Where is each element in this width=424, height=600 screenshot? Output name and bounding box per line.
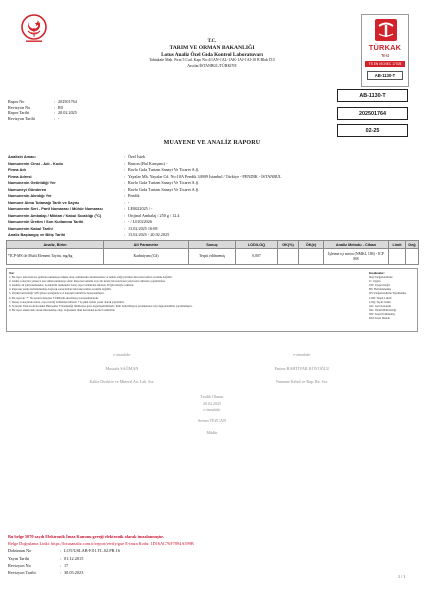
note-item: 9. Bu rapor elektronik olarak imzalanmış olup, doğrulama linki üzerinden kontrol edilebilir.: [9, 307, 116, 312]
abbreviations-list: [369, 271, 417, 320]
abbreviation-item: DY: Değerlendirme Yapılmamış: [369, 291, 407, 296]
abbreviation-item: GK: Geri Kazanım: [369, 303, 391, 308]
field-value: Yayalar Mh. Yayalar Cd. No:10A Pendik 34909 İstanbul / Türkiye - PENDİK - İSTANBUL: [128, 173, 282, 179]
doc-meta-revision-date: [8, 569, 194, 576]
field-separator: :: [124, 219, 126, 224]
field-label: Firma Adresi: [8, 173, 32, 179]
meta-value: 20.02.2025: [58, 110, 77, 116]
doc-meta-publish-date: [8, 555, 194, 562]
column-header-parameter: Alt Parametre: [104, 241, 189, 249]
signatory-title: Müdür: [206, 430, 218, 435]
column-header-lod-loq: LOD/LOQ: [236, 241, 278, 249]
laboratory-address-line-2: Avcılar/İSTANBUL/TÜRKİYE: [187, 63, 237, 68]
meta-separator: :: [54, 99, 56, 104]
field-separator: :: [124, 206, 126, 211]
abbreviation-item: LOQ: Tayin Limiti: [369, 299, 391, 304]
field-separator: :: [124, 186, 126, 192]
field-label: Numunenin Seri - Parti Numarası / Mühür Numarası: [8, 206, 103, 211]
cell-recovery: [278, 249, 299, 265]
sample-info-fields: [8, 154, 418, 239]
signatory-name: Sevim TEZCAN: [197, 418, 227, 423]
report-number-box: 202501764: [337, 107, 408, 120]
field-value: Pendik: [128, 193, 140, 198]
meta-revision-date: [8, 116, 77, 122]
doc-meta-separator: :: [60, 555, 62, 561]
cell-analysis: *ICP-MS ile Multi Element Tayini, mg/kg: [7, 249, 104, 265]
laboratory-name: Lotus Analiz Özel Gıda Kontrol Laboratuvarı: [161, 51, 263, 58]
signatory-name: Emine BAHTİYAR KÖYOĞLU: [274, 366, 330, 371]
abbreviation-item: ÖK: Ölçüm Belirsizliği: [369, 307, 397, 312]
field-value: Baston (Bal Karışımı) -: [128, 160, 168, 166]
doc-meta-value: LOT/USLAB-F.01.TL.02.PR.16: [64, 548, 120, 554]
meta-value: 202501764: [58, 99, 77, 104]
field-value: 13.02.2025 - 20.02.2025: [128, 232, 170, 237]
table-row: [7, 249, 419, 265]
note-item: 2. Analiz sonuçları yalnızca test edilen numuneye aittir. Raporun tamamı veya bir kısmı laboratuvarın yazılı izni olmadan çoğaltılamaz.: [9, 279, 166, 284]
field-separator: :: [124, 212, 126, 218]
field-value: LE0022025 / -: [128, 206, 153, 211]
letterhead: [62, 39, 362, 69]
approval-date: 20.02.2025: [203, 401, 221, 406]
results-header-row: [7, 241, 419, 249]
field-label: Numunenin Cinsi - Adı - Kodu: [8, 160, 63, 166]
laboratory-address-line-1: Tahtakale Mah. Fırat 5 Cad. Kapı No:4/1AN-1AL-1AK-1AJ-1AI-10 B Blok D:5: [149, 58, 275, 62]
field-separator: :: [124, 173, 126, 179]
field-label: Numuneyi Gönderen: [8, 186, 47, 192]
field-analysis-dates: [8, 232, 418, 239]
notes-list: [9, 271, 361, 312]
cell-uncertainty: [299, 249, 324, 265]
column-header-uncertainty: ÖK(±): [299, 241, 324, 249]
accreditation-number-box: AB-1130-T: [337, 89, 408, 102]
doc-meta-separator: :: [60, 548, 62, 554]
column-header-result: Sonuç: [189, 241, 236, 249]
field-separator: :: [124, 154, 126, 159]
esignature-notice: Bu belge 5070 sayılı Elektronik İmza Kanunu gereği elektronik olarak imzalanmıştır.: [8, 534, 164, 539]
abbreviation-item: ND: Tespit Edilmemiş: [369, 311, 395, 316]
cell-limit: [389, 249, 406, 265]
report-period-box: 02-25: [337, 124, 408, 137]
field-label: Analiz Başlangıç ve Bitiş Tarihi: [8, 232, 66, 237]
meta-label: Rapor No: [8, 99, 25, 104]
abbreviation-item: BS: Belirlenmemiş: [369, 287, 392, 292]
doc-meta-label: Revizyon Tarihi: [8, 570, 36, 576]
meta-value: -: [58, 115, 60, 121]
meta-label: Revizyon No: [8, 104, 31, 110]
doc-meta-revision-no: [8, 562, 194, 569]
field-label: Firma Adı: [8, 167, 26, 172]
field-label: Numunenin Alındığı Yer: [8, 193, 52, 198]
field-value: - / L01022026: [128, 219, 152, 224]
doc-meta-separator: :: [60, 562, 62, 568]
field-label: Numune Alma Tutanağı Tarih ve Sayısı: [8, 199, 80, 205]
doc-meta-document-no: [8, 547, 194, 554]
letterhead-tc: T.C.: [207, 39, 217, 44]
field-label: Numunenin Getirildiği Yer: [8, 180, 56, 185]
signature-status: e-imzalıdır: [113, 352, 131, 357]
column-header-evaluation: Değ: [406, 241, 419, 249]
results-table: [6, 240, 419, 265]
esign-code-label: E-imza Kodu:: [125, 541, 150, 547]
abbreviation-item: LOD: Tespit Limiti: [369, 295, 392, 300]
notes-box: [6, 268, 418, 332]
ministry-emblem-icon: [20, 13, 48, 44]
field-value: -: [128, 199, 130, 205]
meta-label: Rapor Tarihi: [8, 110, 30, 116]
document-footer: [8, 533, 194, 576]
accreditation-type: Test: [380, 53, 390, 58]
note-item: 3. Analize ait şahit numuneler, bozulabilir numuneler hariç rapor tarihinden itibaren 30 gün süreyle saklanır.: [9, 283, 135, 288]
signature-director: [142, 394, 282, 436]
doc-meta-value: 30.05.2023: [64, 570, 84, 576]
cell-parameter: Kadmiyum (Cd): [104, 249, 189, 265]
accreditation-code: AB-1130-T: [367, 71, 403, 80]
field-separator: :: [124, 193, 126, 198]
note-item: 6. Bu raporda "*" ile işaretli deneyler TÜRKAK akreditasyon kapsamındadır.: [9, 295, 99, 300]
field-separator: :: [124, 180, 126, 185]
abbreviation-item: UD: Uygun Değil: [369, 283, 390, 288]
field-separator: :: [124, 225, 126, 231]
field-label: Analizin Amacı: [8, 154, 36, 159]
doc-meta-label: Revizyon No: [8, 562, 31, 568]
doc-meta-separator: :: [60, 570, 62, 576]
accreditation-standard: TS EN ISO/IEC 17025: [365, 61, 405, 67]
signature-quality-director: [52, 352, 192, 386]
esign-code: 1D16AC76F7894A399B: [150, 541, 194, 547]
verification-label: Belge Doğrulama Linki:: [8, 541, 51, 547]
verification-link[interactable]: https://lotusanaliz.com.tr/report/verify/gue: [51, 541, 125, 547]
note-item: 8. Sonuçlar Türk Gıda Kodeksi Bulaşanlar Yönetmeliği limitlerine göre değerlendirilmiştir; limit belirtilmeyen parametreler için değerlendirme yapılmamıştır.: [9, 303, 193, 308]
signatory-title: Kalite Direktör ve Mineral An. Lab. Sor.: [89, 379, 155, 384]
column-header-method: Analiz Metodu - Cihazı: [324, 241, 389, 249]
doc-meta-value: 17: [64, 562, 69, 568]
signatory-name: Mustafa SAĞMAN: [105, 366, 139, 371]
abbreviation-item: U: Uygun: [369, 279, 381, 284]
field-separator: :: [124, 160, 126, 166]
cell-lod-loq: 0,007: [236, 249, 278, 265]
field-value: Ravlo Gıda Turizm Sanayi Ve Ticaret A.Ş.: [128, 167, 200, 172]
note-item: 1. Bu rapor laboratuvara getirilen numuneye ilişkin olup, numunenin alınmasından ve temsil ettiği partiden laboratuvarımız sorumlu değildir.: [9, 275, 173, 280]
abbreviations-heading: Kısaltmalar:: [369, 271, 385, 275]
report-meta: [8, 99, 77, 121]
field-separator: :: [124, 167, 126, 172]
meta-separator: :: [54, 104, 56, 110]
turkak-emblem-icon: [374, 18, 398, 42]
doc-meta-label: Doküman No: [8, 548, 32, 554]
column-header-limit: Limit: [389, 241, 406, 249]
turkak-brand: TÜRKAK: [368, 43, 402, 52]
meta-value: R0: [58, 104, 63, 110]
column-header-recovery: GK(%): [278, 241, 299, 249]
note-item: 4. Raporun yanlış kullanımından doğacak sonuçlardan laboratuvarımız sorumlu değildir.: [9, 287, 112, 292]
field-value: Ravlo Gıda Turizm Sanayi Ve Ticaret A.Ş.: [128, 186, 200, 192]
cell-method: İşletme içi metot (NMKL 186) - ICP MS: [324, 249, 389, 265]
field-value: 13.02.2025 16:08: [128, 225, 158, 231]
approval-text: Tasdik Olunur: [200, 394, 224, 399]
cell-result: Tespit edilmemiş: [189, 249, 236, 265]
signature-status: e-imzalıdır: [203, 407, 221, 412]
verification-line: [8, 540, 194, 547]
turkak-accreditation-mark: [361, 14, 409, 87]
abbreviation-item: Değ: Değerlendirme: [369, 275, 393, 280]
doc-meta-value: 01.12.2015: [64, 555, 84, 561]
meta-label: Revizyon Tarihi: [8, 115, 35, 121]
note-item: 7. Deney sonuçlarına itiraz, rapor tebliğ tarihinden itibaren 7 iş günü içinde yazılı olarak yapılabilir.: [9, 299, 125, 304]
signature-sample-acceptance: [232, 352, 372, 386]
column-header-analysis: Analiz, Birim: [7, 241, 104, 249]
page-number: 1 / 1: [398, 574, 406, 579]
note-item: 5. Ölçüm belirsizliği %95 güven aralığında k=2 kapsam faktörü ile hesaplanmıştır.: [9, 291, 105, 296]
signature-status: e-imzalıdır: [293, 352, 311, 357]
field-separator: :: [124, 199, 126, 205]
abbreviation-item: KM: Kuru Madde: [369, 316, 390, 321]
meta-separator: :: [54, 110, 56, 116]
signatory-title: Numune Kabul ve Rap. Bir. Sor.: [276, 379, 328, 384]
cell-evaluation: [406, 249, 419, 265]
report-title: MUAYENE VE ANALİZ RAPORU: [163, 140, 261, 146]
field-value: Özel İstek: [128, 154, 146, 159]
field-value: Orijinal Ambalaj / 250 g / 12.4: [128, 212, 180, 218]
field-label: Numunenin Ambalajı / Miktarı / Kabul Sıcaklığı (°C): [8, 212, 102, 218]
field-label: Numunenin Üretim / Son Kullanma Tarihi: [8, 219, 84, 224]
notes-heading: Not:: [9, 271, 15, 275]
field-value: Ravlo Gıda Turizm Sanayi Ve Ticaret A.Ş.: [128, 180, 200, 185]
doc-meta-label: Yayın Tarihi: [8, 555, 30, 561]
ministry-name: TARIM VE ORMAN BAKANLIĞI: [169, 45, 255, 51]
field-label: Numunenin Kabul Tarihi: [8, 225, 53, 231]
field-separator: :: [124, 232, 126, 237]
meta-separator: :: [54, 115, 56, 121]
